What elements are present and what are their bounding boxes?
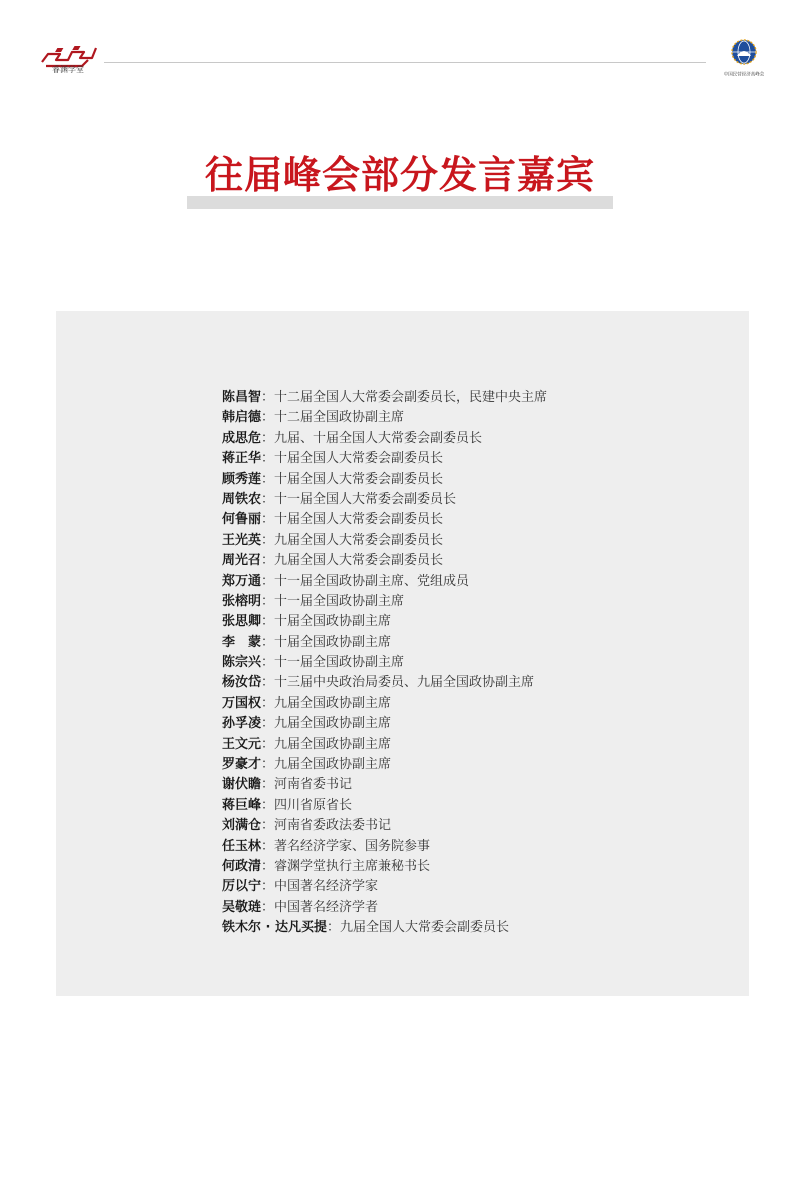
- guest-title: 四川省原省长: [274, 797, 353, 813]
- list-item: [222, 694, 742, 714]
- guest-separator: ：: [261, 858, 275, 874]
- guest-separator: ：: [261, 777, 275, 793]
- guest-separator: ：: [261, 593, 275, 609]
- guest-separator: ：: [261, 838, 275, 854]
- guest-title: 十届全国人大常委会副委员长: [274, 471, 444, 487]
- guest-title: 十二届全国政协副主席: [274, 410, 405, 426]
- guest-separator: ：: [261, 410, 275, 426]
- guest-title: 十二届全国人大常委会副委员长，民建中央主席: [274, 390, 548, 405]
- guest-name: 刘满仓: [222, 818, 262, 834]
- guest-title: 九届全国政协副主席: [274, 736, 392, 752]
- guest-name: 陈宗兴: [222, 655, 262, 671]
- guest-name: 谢伏瞻: [222, 777, 262, 793]
- guest-name: 张思卿: [222, 614, 262, 630]
- list-item: [222, 857, 742, 877]
- guest-separator: ：: [261, 451, 275, 467]
- list-item: [222, 816, 742, 836]
- guest-title: 十届全国政协副主席: [274, 634, 392, 650]
- guest-name: 厉以宁: [222, 879, 262, 895]
- guest-name: 何政清: [222, 858, 262, 874]
- guest-name: 顾秀莲: [222, 471, 262, 487]
- list-item: [222, 673, 742, 693]
- page-title-block: [187, 148, 613, 212]
- guest-title: 九届全国人大常委会副委员长: [274, 532, 444, 548]
- summit-logo: [716, 38, 772, 80]
- list-item: [222, 510, 742, 530]
- list-item: [222, 918, 742, 938]
- guest-name: 铁木尔 · 达凡买提: [222, 920, 327, 936]
- page-title: 往届峰会部分发言嘉宾: [204, 153, 595, 197]
- list-item: [222, 755, 742, 775]
- list-item: [222, 898, 742, 918]
- guest-title: 河南省委书记: [274, 777, 353, 793]
- summit-globe-logo-icon: [729, 38, 759, 66]
- list-item: [222, 837, 742, 857]
- guest-name: 张榕明: [222, 593, 262, 609]
- guest-name: 蒋正华: [222, 451, 262, 467]
- list-item: [222, 429, 742, 449]
- guest-list: [222, 388, 742, 939]
- guest-separator: ：: [261, 879, 275, 895]
- guest-title: 中国著名经济学者: [274, 899, 379, 915]
- guest-separator: ：: [261, 655, 275, 671]
- guest-name: 韩启德: [222, 410, 262, 426]
- guest-name: 陈昌智: [222, 390, 262, 405]
- guest-separator: ：: [261, 573, 275, 589]
- guest-title: 河南省委政法委书记: [274, 818, 392, 834]
- list-item: [222, 470, 742, 490]
- guest-name: 周光召: [222, 553, 262, 569]
- list-item: [222, 531, 742, 551]
- guest-separator: ：: [261, 695, 275, 711]
- guest-title: 九届全国政协副主席: [274, 757, 392, 773]
- guest-title: 九届、十届全国人大常委会副委员长: [274, 430, 483, 446]
- guest-separator: ：: [261, 757, 275, 773]
- guest-name: 李 蒙: [222, 634, 262, 650]
- list-item: [222, 653, 742, 673]
- guest-title: 十一届全国政协副主席: [274, 655, 405, 671]
- list-item: [222, 633, 742, 653]
- list-item: [222, 490, 742, 510]
- guest-title: 十一届全国政协副主席: [274, 593, 405, 609]
- list-item: [222, 775, 742, 795]
- guest-name: 万国权: [222, 695, 262, 711]
- guest-name: 杨汝岱: [222, 675, 262, 691]
- list-item: [222, 714, 742, 734]
- guest-title: 十届全国人大常委会副委员长: [274, 512, 444, 528]
- list-item: [222, 551, 742, 571]
- guest-title: 睿渊学堂执行主席兼秘书长: [274, 858, 431, 874]
- guest-title: 十届全国政协副主席: [274, 614, 392, 630]
- guest-title: 九届全国政协副主席: [274, 716, 392, 732]
- guest-title: 九届全国政协副主席: [274, 695, 392, 711]
- guest-title: 十一届全国人大常委会副委员长: [274, 491, 457, 507]
- guest-separator: ：: [261, 634, 275, 650]
- guest-separator: ：: [261, 553, 275, 569]
- summit-logo-caption: 中国民营经济高峰会: [723, 71, 765, 78]
- list-item: [222, 572, 742, 592]
- guest-name: 王光英: [222, 532, 262, 548]
- guest-name: 成思危: [222, 430, 262, 446]
- guest-title: 著名经济学家、国务院参事: [274, 838, 431, 854]
- guest-name: 何鲁丽: [222, 512, 262, 528]
- guest-separator: ：: [261, 736, 275, 752]
- guest-title: 九届全国人大常委会副委员长: [274, 553, 444, 569]
- header-divider: [104, 62, 706, 63]
- ruiyuan-logo-icon: [38, 40, 100, 76]
- list-item: [222, 796, 742, 816]
- guest-separator: ：: [261, 390, 275, 405]
- guest-separator: ：: [327, 920, 341, 936]
- guest-name: 郑万通: [222, 573, 262, 589]
- guest-separator: ：: [261, 818, 275, 834]
- guest-name: 周铁农: [222, 491, 262, 507]
- list-item: [222, 408, 742, 428]
- guest-title: 十三届中央政治局委员、九届全国政协副主席: [274, 675, 535, 691]
- guest-separator: ：: [261, 471, 275, 487]
- list-item: [222, 735, 742, 755]
- guest-separator: ：: [261, 491, 275, 507]
- guest-separator: ：: [261, 797, 275, 813]
- list-item: [222, 877, 742, 897]
- guest-title: 十一届全国政协副主席、党组成员: [274, 573, 470, 589]
- guest-separator: ：: [261, 430, 275, 446]
- list-item: [222, 449, 742, 469]
- list-item: [222, 388, 742, 408]
- guest-name: 孙孚凌: [222, 716, 262, 732]
- guest-separator: ：: [261, 675, 275, 691]
- guest-separator: ：: [261, 532, 275, 548]
- guest-name: 吴敬琏: [222, 899, 262, 915]
- logo-left-text: 睿渊学堂: [52, 65, 84, 74]
- guest-separator: ：: [261, 716, 275, 732]
- guest-title: 十届全国人大常委会副委员长: [274, 451, 444, 467]
- guest-title: 中国著名经济学家: [274, 879, 379, 895]
- guest-name: 蒋巨峰: [222, 797, 262, 813]
- guest-separator: ：: [261, 899, 275, 915]
- guest-separator: ：: [261, 614, 275, 630]
- guest-title: 九届全国人大常委会副委员长: [340, 920, 510, 936]
- guest-separator: ：: [261, 512, 275, 528]
- list-item: [222, 612, 742, 632]
- guest-name: 任玉林: [222, 838, 262, 854]
- guest-name: 王文元: [222, 736, 262, 752]
- list-item: [222, 592, 742, 612]
- guest-name: 罗豪才: [222, 757, 262, 773]
